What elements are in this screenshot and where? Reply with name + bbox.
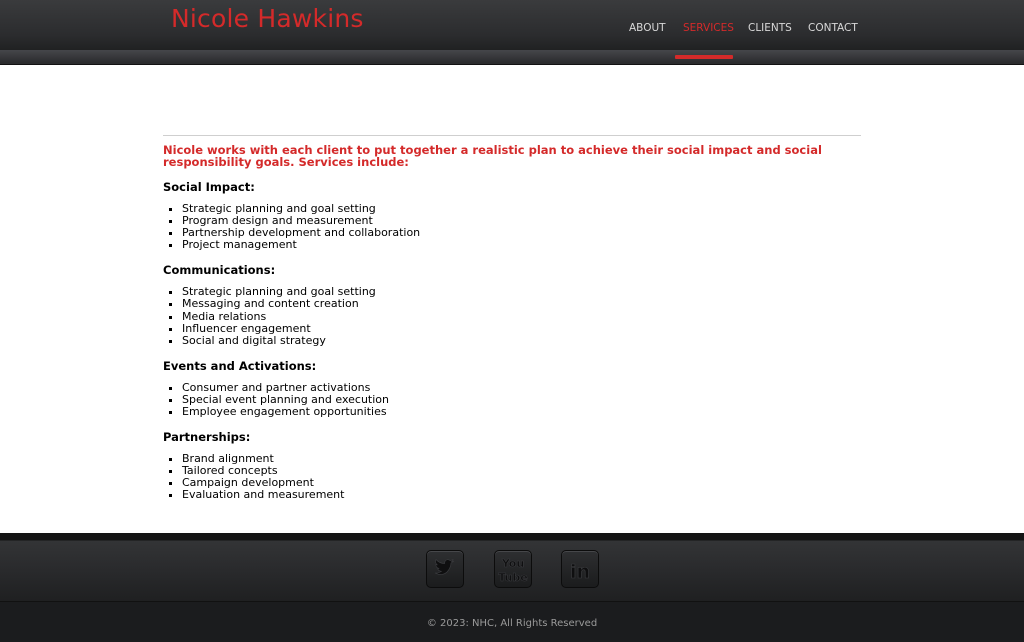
list-item: ▪ Employee engagement opportunities [182,406,861,418]
list-item: ▪ Strategic planning and goal setting [182,203,861,215]
list-item: ▪ Special event planning and execution [182,394,861,406]
list-item: ▪ Evaluation and measurement [182,489,861,501]
list-item: ▪ Program design and measurement [182,215,861,227]
twitter-icon[interactable] [426,550,464,588]
list-item: ▪ Social and digital strategy [182,335,861,347]
copyright-text: © 2023: NHC, All Rights Reserved [426,618,598,629]
list-item: ▪ Messaging and content creation [182,298,861,310]
linkedin-icon[interactable] [561,550,599,588]
list-item: ▪ Tailored concepts [182,465,861,477]
section-title-communications: Communications: [163,263,276,278]
list-item: ▪ Partnership development and collaboration [182,227,861,239]
nav-contact[interactable]: CONTACT [808,22,858,34]
youtube-text-tube: Tube [498,571,528,584]
linkedin-text: in [569,561,591,583]
partnerships-list [163,453,861,501]
youtube-icon[interactable] [494,550,532,588]
nav-services[interactable]: SERVICES [683,22,734,34]
list-item: ▪ Strategic planning and goal setting [182,286,861,298]
header-shine [0,50,1024,63]
events-list [163,382,861,418]
youtube-text-you: You [501,557,525,570]
content-divider [163,135,861,136]
site-header [0,0,1024,65]
list-item: ▪ Consumer and partner activations [182,382,861,394]
social-impact-list [163,203,861,251]
nav-active-indicator [675,55,733,59]
list-item: ▪ Project management [182,239,861,251]
list-item: ▪ Campaign development [182,477,861,489]
section-title-partnerships: Partnerships: [163,430,251,445]
communications-list [163,286,861,346]
list-item: ▪ Media relations [182,311,861,323]
services-content [163,135,861,502]
list-item: ▪ Influencer engagement [182,323,861,335]
nav-about[interactable]: ABOUT [629,22,666,34]
site-logo[interactable]: Nicole Hawkins [171,4,364,33]
services-intro: Nicole works with each client to put together a realistic plan to achieve their social impact and social responsibility goals. Services include: [163,143,822,169]
list-item: ▪ Brand alignment [182,453,861,465]
section-title-social-impact: Social Impact: [163,180,255,194]
section-title-events: Events and Activations: [163,358,317,373]
nav-clients[interactable]: CLIENTS [748,22,792,34]
